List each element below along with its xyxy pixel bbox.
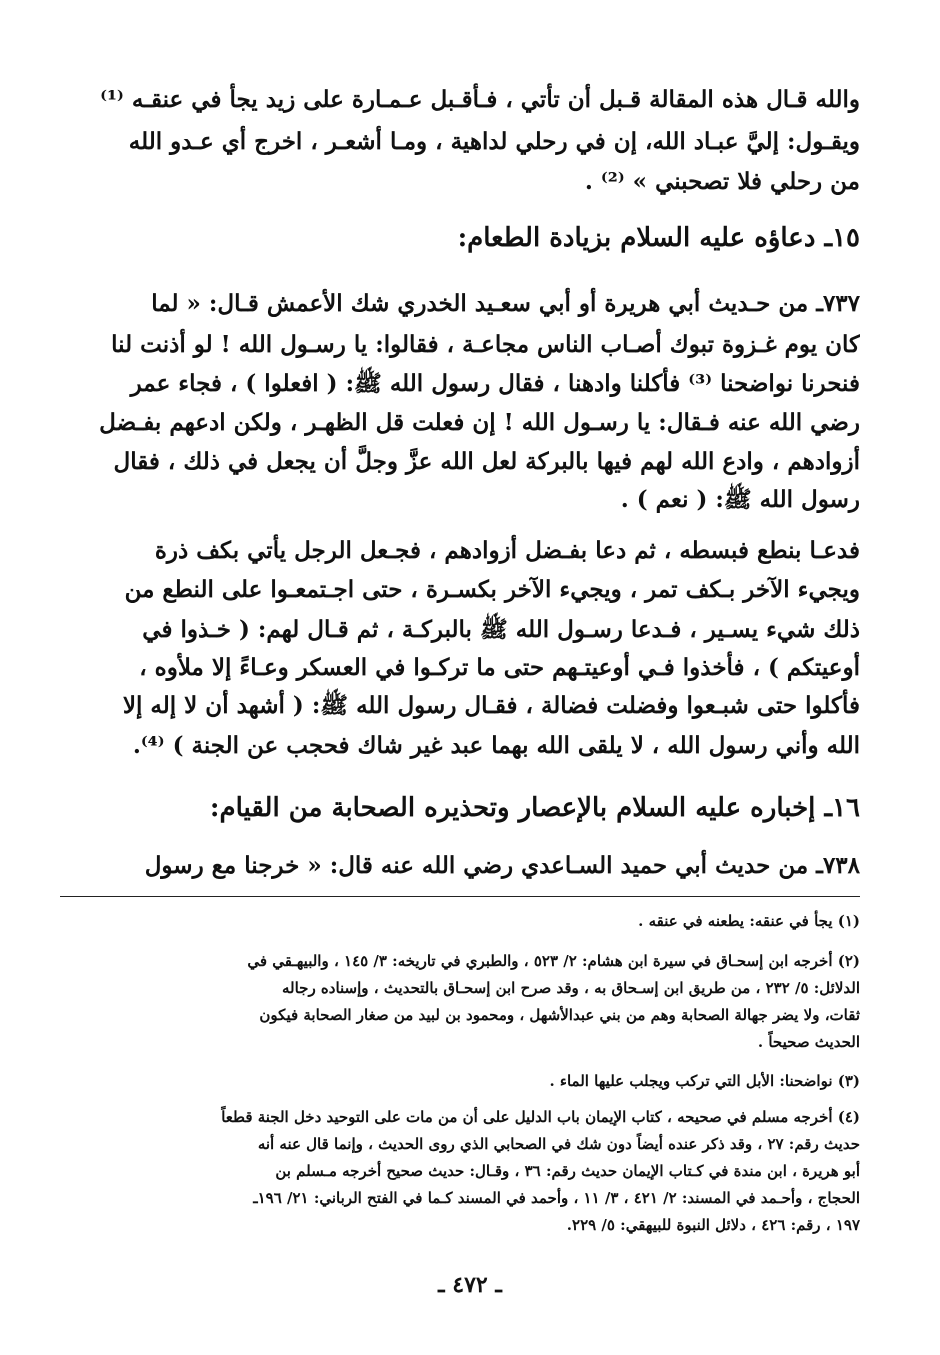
text-line: ويجيء الآخر بـكف تمر ، ويجيء الآخر بكسـرة ، حتى اجـتمعـوا على النطع من	[124, 576, 860, 603]
text-line: فأكلوا حتى شبـعوا وفضلت فضالة ، فقـال رسول الله ﷺ: ( أشهد أن لا إله إلا	[122, 692, 860, 719]
text-line: كان يوم غـزوة تبوك أصـاب الناس مجاعـة ، فقالوا: يا رسـول الله ! لو أذنت لنا	[111, 331, 860, 358]
footnote-4-line: ١٩٧ ، رقم: ٤٢٦ ، دلائل النبوة للبيهقي: ٥/ ٢٢٩.	[566, 1216, 860, 1234]
section-heading-16: ١٦ـ إخباره عليه السلام بالإعصار وتحذيره الصحابة من القيام:	[209, 793, 860, 823]
text-line: أوعيتكم ) ، فأخذوا فـي أوعيتـهم حتى ما تركـوا في العسكر وعـاءً إلا ملأوه ،	[139, 654, 860, 681]
footnote-4-line: (٤) أخرجه مسلم في صحيحه ، كتاب الإيمان باب الدليل على أن من مات على التوحيد دخل الجنة قطعاً	[221, 1108, 860, 1126]
footnote-4-line: أبو هريرة ، ابن مندة في كـتاب الإيمان حديث رقم: ٣٦ ، وقـال: حديث صحيح أخرجه مـسلم بن	[275, 1162, 860, 1180]
text-line: ٧٣٧ـ من حـديث أبي هريرة أو أبي سعـيد الخدري شك الأعمش قـال: « لما	[151, 290, 860, 317]
footnote-2-line: الحديث صحيحاً .	[757, 1033, 860, 1051]
footnote-2-line: الدلائل: ٥/ ٢٣٢ ، من طريق ابن إسـحاق به ، وقد صرح ابن إسحـاق بالتحديث ، وإسناده رجاله	[282, 979, 860, 997]
text-line: فدعـا بنطع فبسطه ، ثم دعا بفـضل أزوادهم ، فجـعل الرجل يأتي بكف ذرة	[154, 537, 860, 564]
text-line: ويقـول: إليَّ عبـاد الله، إن في رحلي لداهية ، ومـا أشعـر ، اخرج أي عـدو الله	[128, 128, 860, 155]
text-line: رضي الله عنه فـقال: يا رسـول الله ! إن فعلت قل الظهـر ، ولكن ادعهم بفـضل	[99, 409, 860, 436]
footnote-1: (١) يجأ في عنقه: يطعنه في عنقه .	[638, 912, 860, 930]
text-line: والله قـال هذه المقالة قـبل أن تأتي ، فـأقـبل عـمـارة على زيد يجأ في عنقـه ⁽¹⁾	[100, 86, 860, 113]
text-line: ٧٣٨ـ من حديث أبي حميد السـاعدي رضي الله عنه قال: « خرجنا مع رسول	[144, 852, 860, 879]
footnote-4-line: الحجاج ، وأحـمد في المسند: ٢/ ٤٢١ ، ٣/ ١١ ، وأحمد في المسند كـما في الفتح الرباني: ٢١/ ١٩٦ـ	[253, 1189, 860, 1207]
text-line: فنحرنا نواضحنا ⁽³⁾ فأكلنا وادهنا ، فقال رسول الله ﷺ: ( افعلوا ) ، فجاء عمر	[130, 370, 860, 397]
footnote-2-line: (٢) أخرجه ابن إسحـاق في سيرة ابن هشام: ٢/ ٥٢٣ ، والطبري في تاريخه: ٣/ ١٤٥ ، والبيهـقي في	[247, 952, 860, 970]
footnote-2-line: ثقات، ولا يضر جهالة الصحابة وهم من بني عبدالأشهل ، ومحمود بن لبيد من صغار الصحابة فيكون	[259, 1006, 860, 1024]
text-line: رسول الله ﷺ: ( نعم ) .	[620, 486, 860, 513]
text-line: أزوادهم ، وادع الله لهم فيها بالبركة لعل الله عزَّ وجلَّ أن يجعل في ذلك ، فقال	[113, 448, 860, 475]
text-line: ذلك شيء يسـير ، فـدعا رسـول الله ﷺ بالبركـة ، ثم قـال لهم: ( خـذوا في	[142, 616, 860, 643]
page-number: ـ ٤٧٢ ـ	[438, 1272, 502, 1298]
footnote-separator	[60, 896, 860, 897]
section-heading-15: ١٥ـ دعاؤه عليه السلام بزيادة الطعام:	[457, 223, 860, 253]
footnote-3: (٣) نواضحنا: الأبل التي تركب ويجلب عليها الماء .	[549, 1072, 860, 1090]
text-line: من رحلي فلا تصحبني » ⁽²⁾ .	[584, 168, 860, 195]
text-line: الله وأني رسول الله ، لا يلقى الله بهما عبد غير شاك فحجب عن الجنة ) ⁽⁴⁾.	[132, 732, 860, 759]
footnote-4-line: حديث رقم: ٢٧ ، وقد ذكر عنده أيضاً دون شك في الصحابي الذي روى الحديث ، وإنما قال عنه أنه	[257, 1135, 860, 1153]
